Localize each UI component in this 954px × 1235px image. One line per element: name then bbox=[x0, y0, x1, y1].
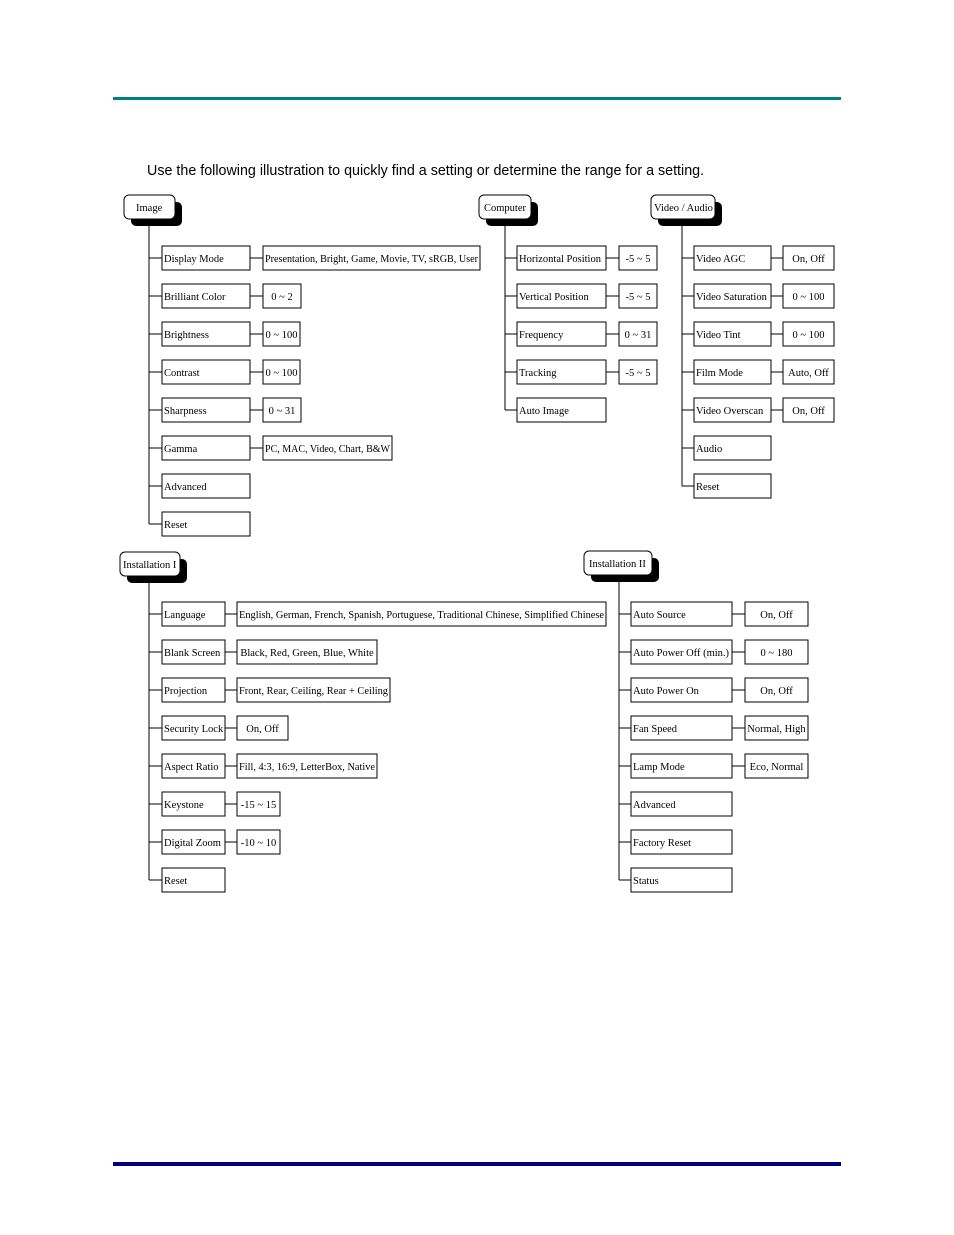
menu-installation-2-item-label: Lamp Mode bbox=[633, 762, 685, 773]
menu-installation-1-value: -15 ~ 15 bbox=[240, 800, 277, 811]
menu-computer-item-label: Vertical Position bbox=[519, 292, 589, 303]
menu-installation-1-value: Front, Rear, Ceiling, Rear + Ceiling bbox=[239, 686, 389, 697]
menu-installation-2-item-label: Advanced bbox=[633, 800, 676, 811]
menu-image-item-label: Gamma bbox=[164, 444, 198, 455]
menu-computer-value: -5 ~ 5 bbox=[625, 292, 651, 303]
menu-image-item-label: Contrast bbox=[164, 368, 200, 379]
menu-video-audio-item-label: Video Tint bbox=[696, 330, 741, 341]
menu-installation-2-item-label: Auto Source bbox=[633, 610, 686, 621]
menu-installation-2-title: Installation II bbox=[589, 559, 646, 570]
menu-installation-2-value: 0 ~ 180 bbox=[760, 648, 793, 659]
menu-installation-1-item-label: Security Lock bbox=[164, 724, 224, 735]
menu-image-item-label: Brightness bbox=[164, 330, 209, 341]
intro-text: Use the following illustration to quickly find a setting or determine the range for a setting. bbox=[147, 163, 705, 179]
menu-video-audio-value: On, Off bbox=[792, 254, 825, 265]
menu-computer-item-label: Auto Image bbox=[519, 406, 569, 417]
menu-video-audio-value: Auto, Off bbox=[788, 368, 829, 379]
menu-image-item-label: Brilliant Color bbox=[164, 292, 226, 303]
menu-computer-item-label: Frequency bbox=[519, 330, 564, 341]
menu-video-audio-title: Video / Audio bbox=[654, 203, 713, 214]
menu-video-audio-item-label: Audio bbox=[696, 444, 723, 455]
menu-image-value: Presentation, Bright, Game, Movie, TV, sRGB, User bbox=[265, 254, 479, 265]
menu-installation-1-item-label: Reset bbox=[164, 876, 188, 887]
menu-installation-2-item-label: Status bbox=[633, 876, 659, 887]
menu-installation-1-value: -10 ~ 10 bbox=[240, 838, 277, 849]
menu-image-value: 0 ~ 100 bbox=[265, 368, 298, 379]
menu-installation-1-title: Installation I bbox=[123, 560, 177, 571]
menu-installation-1-value: Black, Red, Green, Blue, White bbox=[240, 648, 374, 659]
menu-computer-title: Computer bbox=[484, 203, 526, 214]
menu-installation-1-item-label: Aspect Ratio bbox=[164, 762, 219, 773]
menu-installation-2-item-label: Factory Reset bbox=[633, 838, 692, 849]
menu-installation-1-item-label: Digital Zoom bbox=[164, 838, 221, 849]
menu-installation-1-value: On, Off bbox=[246, 724, 279, 735]
menu-installation-2-item-label: Auto Power On bbox=[633, 686, 699, 697]
menu-video-audio-item-label: Film Mode bbox=[696, 368, 743, 379]
menu-installation-1-item-label: Language bbox=[164, 610, 206, 621]
menu-image-item-label: Advanced bbox=[164, 482, 207, 493]
menu-installation-2-value: Normal, High bbox=[747, 724, 806, 735]
menu-image-item-label: Sharpness bbox=[164, 406, 207, 417]
menu-image-value: 0 ~ 100 bbox=[265, 330, 298, 341]
menu-installation-2-value: On, Off bbox=[760, 610, 793, 621]
menu-installation-1-item-label: Blank Screen bbox=[164, 648, 221, 659]
menu-video-audio-value: 0 ~ 100 bbox=[792, 292, 825, 303]
menu-computer-item-label: Horizontal Position bbox=[519, 254, 601, 265]
menu-video-audio-value: On, Off bbox=[792, 406, 825, 417]
menu-image-title: Image bbox=[136, 203, 163, 214]
footer-rule bbox=[113, 1162, 841, 1166]
menu-installation-1-item-label: Keystone bbox=[164, 800, 204, 811]
menu-image-value: PC, MAC, Video, Chart, B&W bbox=[265, 444, 391, 455]
menu-computer-value: 0 ~ 31 bbox=[624, 330, 652, 341]
menu-installation-2-item-label: Auto Power Off (min.) bbox=[633, 648, 730, 659]
menu-video-audio-item-label: Video AGC bbox=[696, 254, 746, 265]
menu-video-audio-item-label: Video Saturation bbox=[696, 292, 767, 303]
menu-installation-1-value: English, German, French, Spanish, Portuguese, Traditional Chinese, Simplified Chinese bbox=[239, 610, 605, 621]
menu-computer-value: -5 ~ 5 bbox=[625, 368, 651, 379]
menu-video-audio-item-label: Reset bbox=[696, 482, 720, 493]
menu-installation-2-item-label: Fan Speed bbox=[633, 724, 678, 735]
menu-image-item-label: Display Mode bbox=[164, 254, 224, 265]
menu-video-audio-value: 0 ~ 100 bbox=[792, 330, 825, 341]
menu-installation-2-value: Eco, Normal bbox=[749, 762, 804, 773]
menu-installation-1-value: Fill, 4:3, 16:9, LetterBox, Native bbox=[239, 762, 376, 773]
menu-installation-1-item-label: Projection bbox=[164, 686, 208, 697]
menu-installation-2-value: On, Off bbox=[760, 686, 793, 697]
menu-computer-item-label: Tracking bbox=[519, 368, 557, 379]
menu-computer-value: -5 ~ 5 bbox=[625, 254, 651, 265]
menu-image-item-label: Reset bbox=[164, 520, 188, 531]
menu-image-value: 0 ~ 31 bbox=[268, 406, 296, 417]
menu-video-audio-item-label: Video Overscan bbox=[696, 406, 764, 417]
menu-image-value: 0 ~ 2 bbox=[271, 292, 293, 303]
